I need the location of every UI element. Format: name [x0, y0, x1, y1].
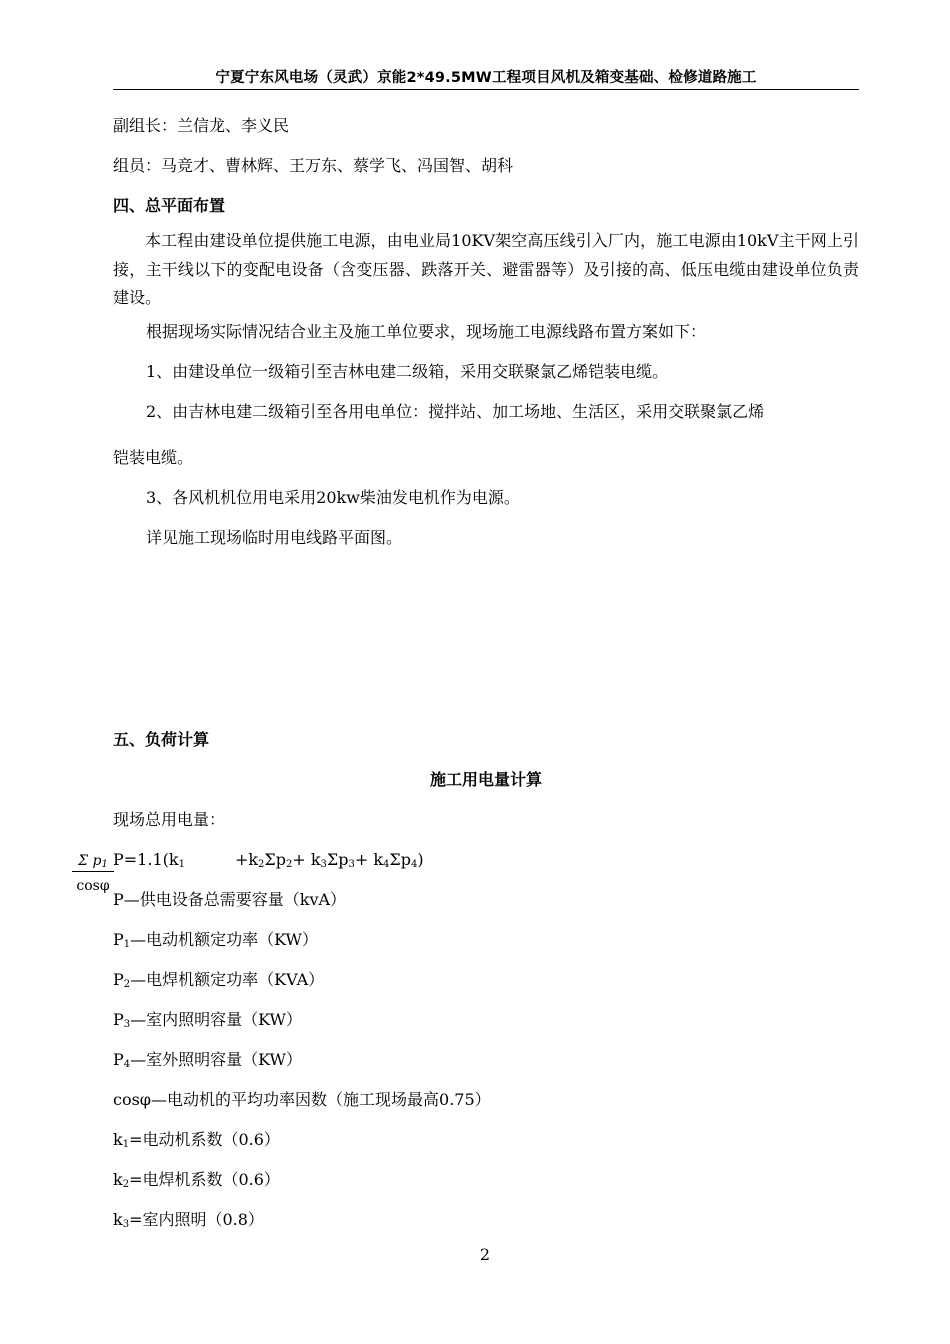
page-header-title: 宁夏宁东风电场（灵武）京能2*49.5MW工程项目风机及箱变基础、检修道路施工 [215, 70, 757, 86]
definition-k3: $k_3=$室内照明（0.8） [113, 1210, 264, 1230]
section-5-heading: 五、负荷计算 [113, 730, 210, 749]
page-number: 2 [479, 1245, 491, 1264]
definition-p: P—供电设备总需要容量（kvA） [113, 890, 347, 909]
deputy-leaders: 副组长：兰信龙、李义民 [113, 116, 290, 135]
section-4-heading: 四、总平面布置 [113, 196, 226, 215]
definition-p4: $P_4—$室外照明容量（KW） [113, 1050, 302, 1070]
definition-p2: $P_2—$电焊机额定功率（KVA） [113, 970, 325, 990]
fraction-denominator: cosφ [76, 878, 110, 894]
fraction-numerator: Σ $p_1$ [72, 853, 114, 872]
layout-note: 详见施工现场临时用电线路平面图。 [146, 528, 403, 547]
section-5-subheading: 施工用电量计算 [429, 770, 542, 789]
section-4-paragraph-2: 根据现场实际情况结合业主及施工单位要求，现场施工电源线路布置方案如下： [146, 322, 707, 341]
definition-k2: $k_2=$电焊机系数（0.6） [113, 1170, 280, 1190]
definition-k1: $k_1=$电动机系数（0.6） [113, 1130, 280, 1150]
layout-item-2-line-2: 铠装电缆。 [113, 448, 194, 467]
layout-item-3: 3、各风机机位用电采用20kw柴油发电机作为电源。 [146, 488, 520, 507]
definition-p3: $P_3—$室内照明容量（KW） [113, 1010, 302, 1030]
layout-item-2-line-1: 2、由吉林电建二级箱引至各用电单位：搅拌站、加工场地、生活区，采用交联聚氯乙烯 [146, 402, 765, 421]
definition-p1: $P_1—$电动机额定功率（KW） [113, 930, 318, 950]
layout-item-1: 1、由建设单位一级箱引至吉林电建二级箱，采用交联聚氯乙烯铠装电缆。 [146, 362, 669, 381]
header-rule [113, 89, 859, 90]
team-members: 组员：马竞才、曹林辉、王万东、蔡学飞、冯国智、胡科 [113, 156, 514, 175]
power-formula: $P=1.1(k_1 +k_2\Sigma p_2+ k_3\Sigma p_3+ k_4\Sigma p_4)$ [113, 850, 424, 870]
total-power-intro: 现场总用电量： [113, 810, 226, 829]
section-4-paragraph-1: 本工程由建设单位提供施工电源，由电业局10KV架空高压线引入厂内，施工电源由10kV主干网上引接，主干线以下的变配电设备（含变压器、跌落开关、避雷器等）及引接的高、低压电缆由建设单位负责建设。 [113, 231, 859, 307]
definition-cosphi: cosφ—电动机的平均功率因数（施工现场最高0.75） [113, 1090, 491, 1109]
